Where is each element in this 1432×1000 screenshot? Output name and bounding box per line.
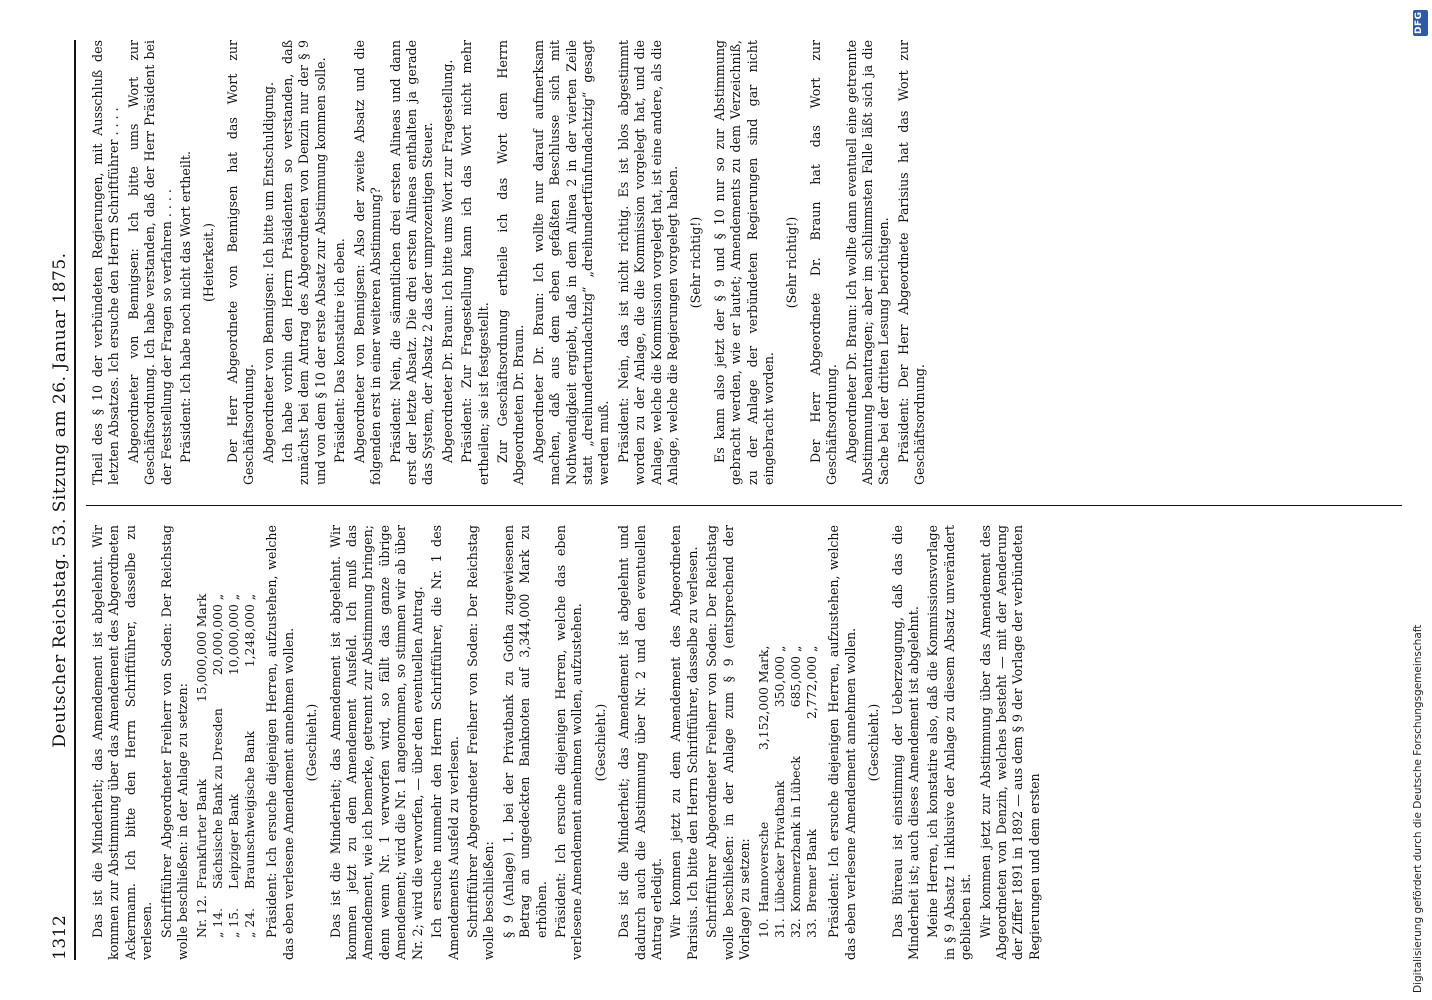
item-name: Lübecker Privatbank: [772, 780, 788, 913]
paragraph: Wir kommen jetzt zu dem Amendement des Abgeordneten Parisius. Ich bitte den Herrn Schriftführer, dasselbe zu verlesen.: [668, 525, 700, 960]
item-num: „ 24.: [242, 907, 258, 938]
paragraph: Der Herr Abgeordnete von Bennigsen hat das Wort zur Geschäftsordnung.: [224, 40, 257, 485]
paragraph: Wir kommen jetzt zur Abstimmung über das Amendement des Abgeordneten von Denzin, welches besteht — mit der Aenderung der Ziffer 1891 in 1892 — aus dem § 9 der Vorlage der verbündeten Regierungen und dem ersten: [977, 525, 1042, 960]
item-amount: 2,772,000 „: [804, 645, 820, 720]
paragraph: Abgeordneter von Bennigsen: Also der zweite Absatz und die folgenden erst in einer weiteren Abstimmung?: [351, 40, 384, 485]
right-column: [90, 40, 1402, 485]
stage-direction: (Geschieht.): [592, 703, 608, 782]
item-num: 33.: [804, 918, 820, 938]
stage-direction: (Geschieht.): [304, 703, 320, 782]
bank-list-2: [756, 640, 820, 938]
paragraph: Meine Herren, ich konstatire also, daß die Kommissionsvorlage in § 9 Absatz 1 inklusive der Anlage zu diesem Absatz unverändert geblieben ist.: [925, 525, 974, 960]
paragraph: Präsident: Nein, das ist nicht richtig. Es ist blos abgestimmt worden zu der Anlage, die die Kommission vorgelegt hat, und die Anlage, welche die Kommission vorgelegt hat, ist eine andere, als die Anlage, welche die Regierungen vorgelegt haben.: [615, 40, 680, 485]
paragraph: Abgeordneter Dr. Braun: Ich bitte ums Wort zur Fragestellung.: [439, 59, 455, 463]
item-amount: 10,000,000 „: [226, 593, 242, 676]
paragraph: Das Büreau ist einstimmig der Ueberzeugung, daß das die Minderheit ist; auch dieses Amendement ist abgelehnt.: [889, 525, 922, 960]
page-header: [48, 40, 76, 960]
paragraph: Präsident: Der Herr Abgeordnete Parisius hat das Wort zur Geschäftsordnung.: [895, 40, 928, 485]
item-amount: 20,000,000 „: [210, 593, 226, 676]
item-amount: 685,000 „: [788, 645, 804, 708]
list-item: [772, 640, 788, 938]
paragraph: Präsident: Das konstatire ich eben.: [332, 238, 348, 463]
left-column: [90, 525, 1402, 960]
item-name: Frankfurter Bank: [194, 778, 210, 889]
paragraph: Abgeordneter von Bennigsen: Ich bitte ums Wort zur Geschäftsordnung. Ich habe verstanden, daß der Herr Präsident bei der Feststellung der Fragen so verfahren . . . .: [125, 40, 174, 485]
list-item: [242, 588, 258, 938]
paragraph: Präsident: Ich habe noch nicht das Wort ertheilt.: [178, 151, 194, 463]
list-item: [804, 640, 820, 938]
stage-direction: (Geschieht.): [866, 703, 882, 782]
item-num: 10.: [756, 918, 772, 938]
item-name: Bremer Bank: [804, 828, 820, 913]
stage-direction: (Sehr richtig!): [688, 216, 704, 309]
list-item: [194, 588, 210, 938]
paragraph: Präsident: Ich ersuche diejenigen Herren, aufzustehen, welche das eben verlesene Amendement annehmen wollen.: [826, 525, 858, 960]
paragraph: Theil des § 10 der verbündeten Regierungen, mit Ausschluß des letzten Absatzes. Ich ersuche den Herrn Schriftführer . . . .: [90, 40, 122, 485]
paragraph: Es kann also jetzt der § 9 und § 10 nur so zur Abstimmung gebracht werden, wie er lautet; Amendements zu dem Verzeichniß, zu der Anlage der verbündeten Regierungen sind gar nicht eingebracht worden.: [711, 40, 777, 485]
item-num: 32.: [788, 918, 804, 938]
paragraph: Präsident: Nein, die sämmtlichen drei ersten Alineas und dann erst der letzte Absatz. Die drei ersten Alineas enthalten ja gerade das System, der Absatz 2 das der umprozentigen Steuer.: [387, 40, 436, 485]
item-name: Leipziger Bank: [226, 793, 242, 889]
list-item: [788, 640, 804, 938]
paragraph: Der Herr Abgeordnete Dr. Braun hat das Wort zur Geschäftsordnung.: [807, 40, 840, 485]
column-divider: [86, 505, 1402, 506]
stage-direction: (Sehr richtig!): [784, 216, 800, 309]
paragraph: Ich habe vorhin den Herrn Präsidenten so verstanden, daß zunächst bei dem Antrag des Abgeordneten von Denzin nur der § 9 und von dem § 10 der erste Absatz zur Abstimmung kommen solle.: [280, 40, 328, 485]
item-name: Braunschweigische Bank: [242, 731, 258, 889]
item-name: Sächsische Bank zu Dresden: [210, 708, 226, 889]
paragraph: Schriftführer Abgeordneter Freiherr von Soden: Der Reichstag wolle beschließen:: [464, 525, 497, 960]
item-num: „ 15.: [226, 907, 242, 938]
item-amount: 15,000,000 Mark: [194, 593, 210, 703]
dfg-watermark: [1410, 8, 1430, 993]
item-amount: 3,152,000 Mark,: [756, 645, 772, 751]
item-amount: 1,248,000 „: [242, 593, 258, 668]
item-num: „ 14.: [210, 907, 226, 938]
stage-direction: (Heiterkeit.): [201, 223, 217, 302]
item-name: Hannoversche: [756, 821, 772, 913]
paragraph: Zur Geschäftsordnung ertheile ich das Wort dem Herrn Abgeordneten Dr. Braun.: [494, 40, 527, 485]
list-item: [756, 640, 772, 938]
item-num: Nr. 12.: [194, 895, 210, 938]
item-num: 31.: [772, 918, 788, 938]
page-title: Deutscher Reichstag. 53. Sitzung am 26. Januar 1875.: [50, 252, 70, 748]
bank-list-1: [194, 588, 258, 938]
paragraph: Präsident: Ich ersuche diejenigen Herren, welche das eben verlesene Amendement annehmen wollen, aufzustehen.: [552, 525, 585, 960]
item-name: Kommerzbank in Lübeck: [788, 756, 804, 913]
paragraph: Das ist die Minderheit; das Amendement ist abgelehnt. Wir kommen jetzt zu dem Amendement Ausfeld. Ich muß das Amendement, wie ich bemerke, getrennt zur Abstimmung bringen; denn wenn Nr. 1 verworfen wird, so fällt das ganze übrige Amendement; wird die Nr. 1 angenommen, so stimmen wir ab über Nr. 2; wird die verworfen, — über den eventuellen Antrag.: [327, 525, 425, 960]
paragraph: Schriftführer Abgeordneter Freiherr von Soden: Der Reichstag wolle beschließen: in der Anlage zu setzen:: [158, 525, 191, 960]
paragraph: § 9 (Anlage) 1. bei der Privatbank zu Gotha zugewiesenen Betrag an ungedeckten Banknoten auf 3,344,000 Mark zu erhöhen.: [500, 525, 549, 938]
page-number: 1312: [50, 914, 70, 960]
paragraph: Abgeordneter Dr. Braun: Ich wollte dann eventuell eine getrennte Abstimmung beantragen; aber im schlimmsten Falle läßt sich ja die Sache bei der dritten Lesung berichtigen.: [843, 40, 892, 485]
dfg-logo: DFG: [1413, 10, 1428, 36]
list-item: [210, 588, 226, 938]
list-item: [226, 588, 242, 938]
watermark-text: Digitalisierung gefördert durch die Deutsche Forschungsgemeinschaft: [1412, 624, 1424, 993]
paragraph: Das ist die Minderheit; das Amendement ist abgelehnt und dadurch auch die Abstimmung über Nr. 2 und den eventuellen Antrag erledigt.: [616, 525, 664, 960]
item-amount: 350,000 „: [772, 645, 788, 708]
paragraph: Ich ersuche nunmehr den Herrn Schriftführer, die Nr. 1 des Amendements Ausfeld zu verlesen.: [429, 525, 461, 960]
paragraph: Abgeordneter Dr. Braun: Ich wollte nur darauf aufmerksam machen, daß aus dem eben gefaßten Beschlusse sich mit Nothwendigkeit ergiebt, daß in dem Alinea 2 in der vierten Zeile statt „dreihundertundachtzig“ „dreihundertfünfundachtzig“ gesagt werden muß.: [530, 40, 612, 485]
paragraph: Präsident: Zur Fragestellung kann ich das Wort nicht mehr ertheilen; sie ist festgestellt.: [459, 40, 491, 485]
paragraph: Abgeordneter von Bennigsen: Ich bitte um Entschuldigung.: [260, 82, 276, 463]
paragraph: Präsident: Ich ersuche diejenigen Herren, aufzustehen, welche das eben verlesene Amendement annehmen wollen.: [264, 525, 296, 960]
paragraph: Schriftführer Abgeordneter Freiherr von Soden: Der Reichstag wolle beschließen: in der Anlage zum § 9 (entsprechend der Vorlage) zu setzen:: [704, 525, 752, 960]
paragraph: Das ist die Minderheit; das Amendement ist abgelehnt. Wir kommen zur Abstimmung über das Amendement des Abgeordneten Ackermann. Ich bitte den Herrn Schriftführer, dasselbe zu verlesen.: [90, 525, 155, 960]
